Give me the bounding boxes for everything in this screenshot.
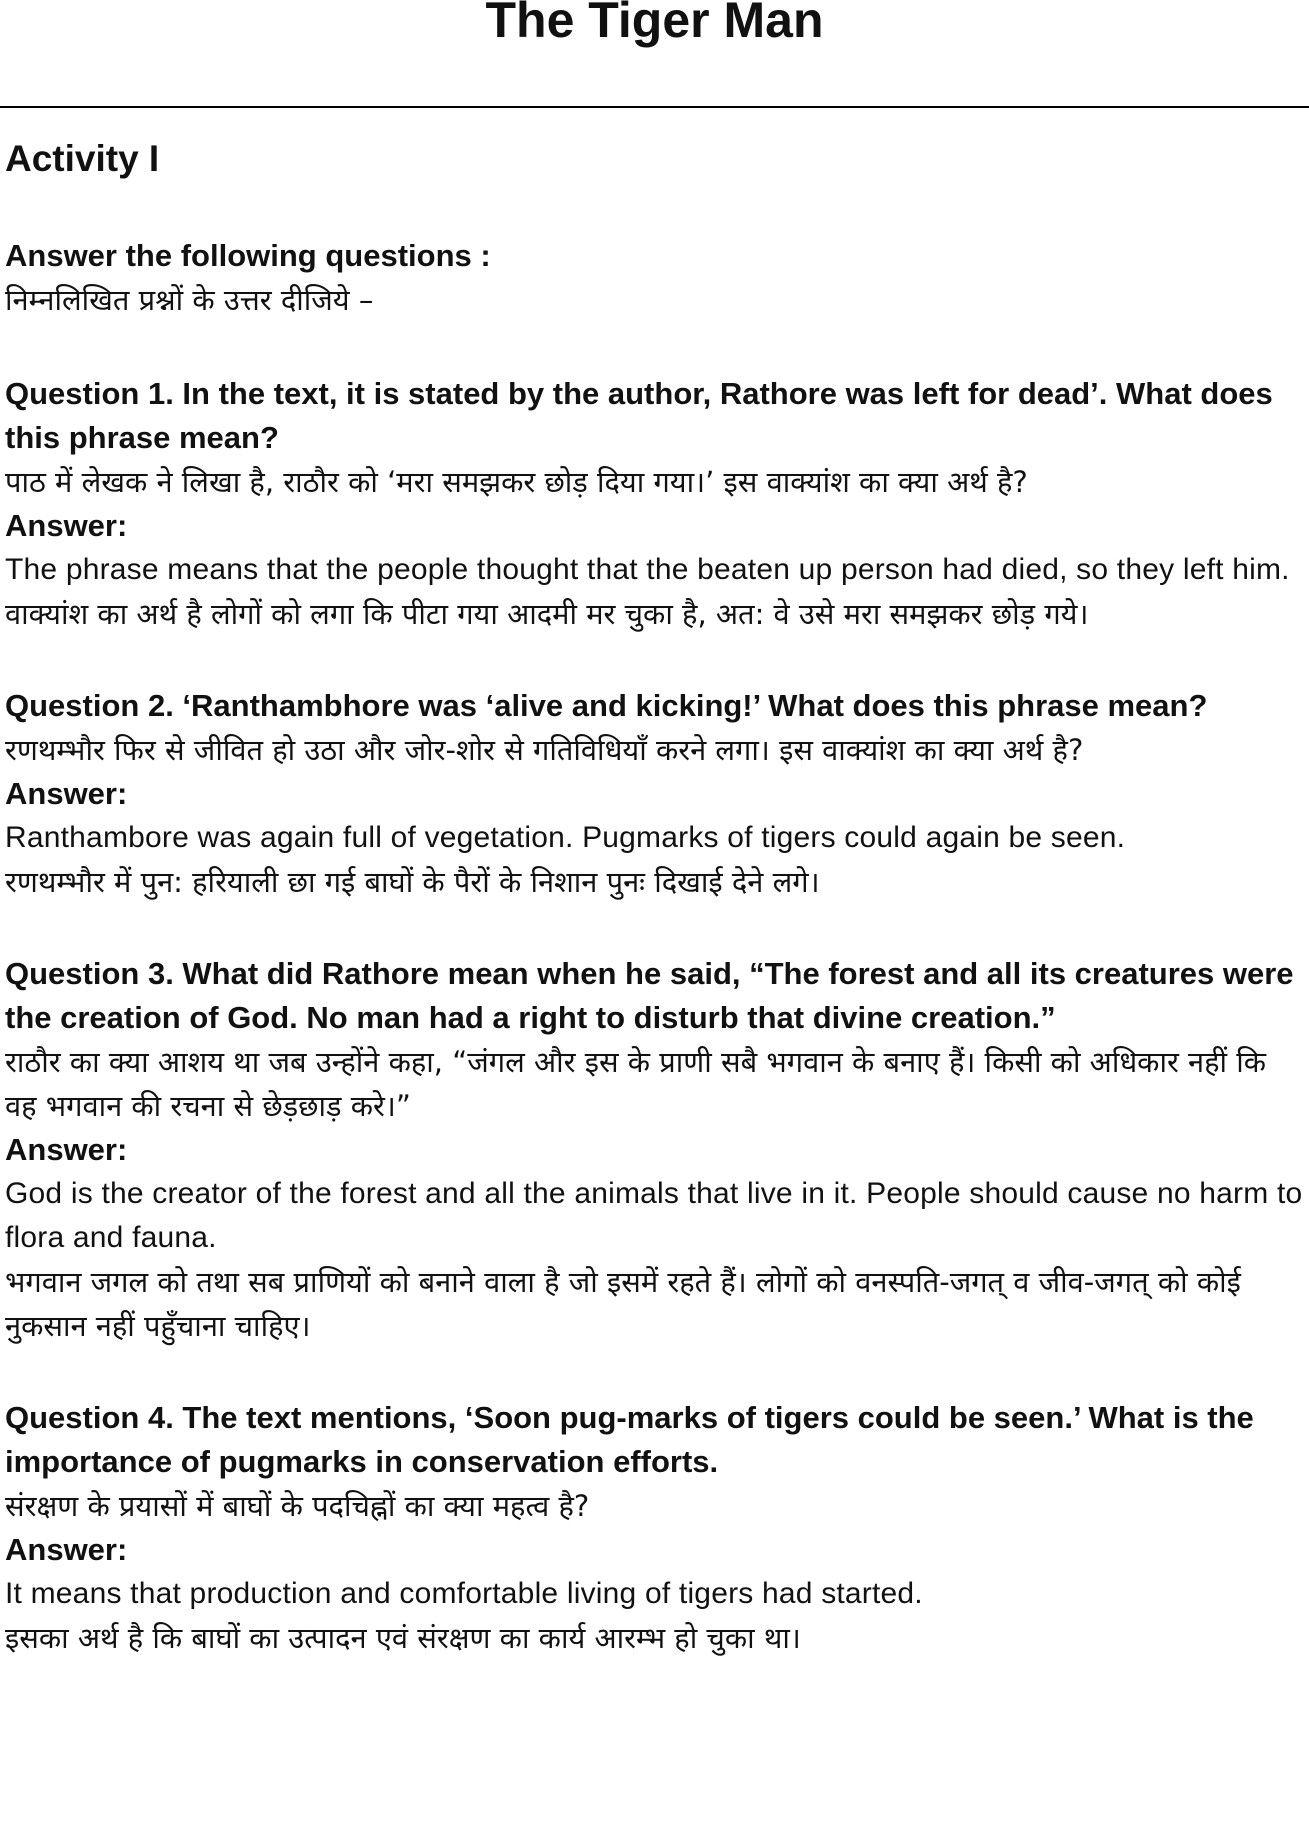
- question-block-4: [5, 1396, 1303, 1660]
- answer-label: Answer:: [5, 508, 128, 543]
- title-divider: [0, 106, 1309, 108]
- answer-en: The phrase means that the people thought that the beaten up person had died, so they left him.: [5, 553, 1290, 586]
- answer-label: Answer:: [5, 776, 128, 811]
- instructions-en: Answer the following questions :: [5, 238, 491, 273]
- question-hi: राठौर का क्या आशय था जब उन्होंने कहा, “जंगल और इस के प्राणी सबै भगवान के बनाए हैं। किसी को अधिकार नहीं कि वह भगवान की रचना से छेड़छाड़ करे।”: [5, 1045, 1267, 1123]
- question-block-1: [5, 372, 1303, 636]
- answer-hi: इसका अर्थ है कि बाघों का उत्पादन एवं संरक्षण का कार्य आरम्भ हो चुका था।: [5, 1621, 801, 1655]
- question-hi: रणथम्भौर फिर से जीवित हो उठा और जोर-शोर से गतिविधियाँ करने लगा। इस वाक्यांश का क्या अर्थ है?: [5, 733, 1084, 767]
- question-hi: पाठ में लेखक ने लिखा है, राठौर को ‘मरा समझकर छोड़ दिया गया।’ इस वाक्यांश का क्या अर्थ है?: [5, 465, 1028, 499]
- question-en: Question 1. In the text, it is stated by the author, Rathore was left for dead’. What does this phrase mean?: [5, 376, 1273, 455]
- instructions: [5, 234, 1303, 322]
- answer-en: God is the creator of the forest and all the animals that live in it. People should cause no harm to flora and fauna.: [5, 1177, 1303, 1254]
- answer-hi: भगवान जगल को तथा सब प्राणियों को बनाने वाला है जो इसमें रहते हैं। लोगों को वनस्पति-जगत् व जीव-जगत् को कोई नुकसान नहीं पहुँचाना चाहिए।: [5, 1265, 1241, 1343]
- question-block-2: [5, 684, 1303, 904]
- answer-label: Answer:: [5, 1532, 128, 1567]
- section-title: Activity I: [5, 138, 160, 179]
- answer-hi: रणथम्भौर में पुन: हरियाली छा गई बाघों के पैरों के निशान पुनः दिखाई देने लगे।: [5, 865, 820, 899]
- question-en: Question 4. The text mentions, ‘Soon pug-marks of tigers could be seen.’ What is the importance of pugmarks in conservation efforts.: [5, 1400, 1254, 1479]
- answer-label: Answer:: [5, 1132, 128, 1167]
- answer-en: It means that production and comfortable living of tigers had started.: [5, 1577, 923, 1610]
- document-body: [5, 136, 1303, 1708]
- instructions-hi: निम्नलिखित प्रश्नों के उत्तर दीजिये –: [5, 283, 374, 317]
- answer-en: Ranthambore was again full of vegetation. Pugmarks of tigers could again be seen.: [5, 821, 1126, 854]
- page-title: The Tiger Man: [485, 0, 824, 48]
- question-en: Question 3. What did Rathore mean when he said, “The forest and all its creatures were the creation of God. No man had a right to disturb that divine creation.”: [5, 956, 1294, 1035]
- question-en: Question 2. ‘Ranthambhore was ‘alive and kicking!’ What does this phrase mean?: [5, 688, 1208, 723]
- question-hi: संरक्षण के प्रयासों में बाघों के पदचिह्नों का क्या महत्व है?: [5, 1489, 590, 1523]
- answer-hi: वाक्यांश का अर्थ है लोगों को लगा कि पीटा गया आदमी मर चुका है, अत: वे उसे मरा समझकर छोड़ गये।: [5, 597, 1089, 631]
- question-block-3: [5, 952, 1303, 1348]
